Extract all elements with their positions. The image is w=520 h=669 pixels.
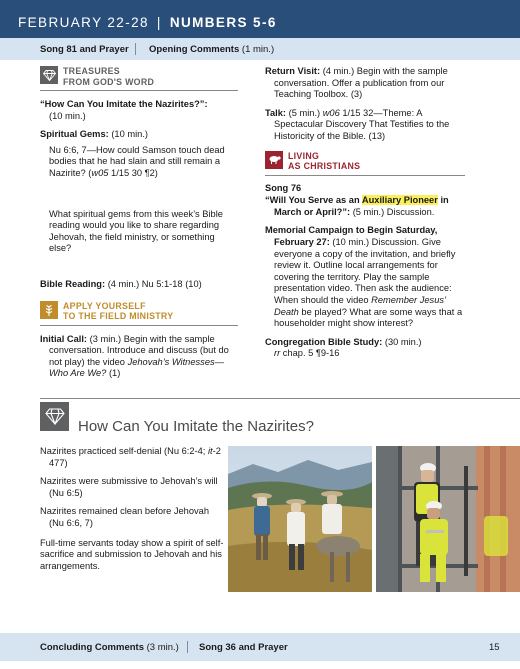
bible-book: NUMBERS 5-6 bbox=[169, 15, 277, 30]
congregation-bible-study: Congregation Bible Study: (30 min.) rr chap. 5 ¶9-16 bbox=[265, 336, 422, 359]
opening-bar bbox=[0, 38, 520, 60]
wheat-icon bbox=[40, 301, 58, 319]
ministry-heading-line1: APPLY YOURSELF bbox=[63, 300, 146, 311]
photo-construction-volunteers bbox=[376, 446, 520, 592]
divider bbox=[187, 641, 188, 653]
treasures-heading-line1: TREASURES bbox=[63, 66, 120, 76]
nazirite-points bbox=[40, 446, 225, 579]
living-heading bbox=[265, 151, 465, 176]
ministry-talk: Talk: (5 min.) w06 1/15 32—Theme: A Spectacular Discovery That Testifies to the Historicity of the Bible. (13) bbox=[265, 107, 450, 141]
divider bbox=[135, 43, 136, 55]
gem-icon bbox=[40, 402, 69, 431]
treasures-heading-line2: FROM GOD'S WORD bbox=[63, 76, 155, 87]
gems-question-1: Nu 6:6, 7—How could Samson touch dead bodies that he had slain and still remain a Nazirite? (w05 1/15 30 ¶2) bbox=[49, 144, 225, 178]
section-divider bbox=[40, 398, 520, 399]
photo-nazirites-travel bbox=[228, 446, 372, 592]
spiritual-gems: Spiritual Gems: (10 min.) bbox=[40, 129, 148, 140]
sheep-icon bbox=[265, 151, 283, 169]
right-column bbox=[265, 66, 465, 367]
gem-icon bbox=[40, 66, 58, 84]
week-title: FEBRUARY 22-28 | NUMBERS 5-6 bbox=[18, 15, 277, 30]
memorial-campaign: Memorial Campaign to Begin Saturday, February 27: (10 min.) Discussion. Give everyone a copy of the invitation, and briefly review it. Outline local arrangements for covering the territory. Play the sample presentation video. Then ask the audience: When should the video Remember Jesus’ Death be played? What are some ways that a householder might show interest? bbox=[265, 225, 463, 329]
living-heading-line1: LIVING bbox=[288, 150, 320, 161]
opening-song: Song 81 and Prayer bbox=[40, 44, 129, 55]
closing-bar bbox=[0, 633, 520, 661]
treasures-heading bbox=[40, 66, 238, 91]
concluding-comments: Concluding Comments (3 min.) bbox=[40, 642, 179, 653]
initial-call: Initial Call: (3 min.) Begin with the sample conversation. Introduce and discuss (but do not play) the video Jehovah’s Witnesses—Who Are We? (1) bbox=[40, 333, 229, 379]
auxiliary-pioneer-item: “Will You Serve as an Auxiliary Pioneer in March or April?”: (5 min.) Discussion. bbox=[265, 195, 449, 217]
closing-song: Song 36 and Prayer bbox=[199, 642, 288, 653]
page-number: 15 bbox=[489, 642, 500, 653]
point-clean: Nazirites remained clean before Jehovah (Nu 6:6, 7) bbox=[40, 506, 209, 528]
point-self-denial: Nazirites practiced self-denial (Nu 6:2-4; it-2 477) bbox=[40, 446, 221, 468]
ministry-heading bbox=[40, 301, 238, 326]
week-dates: FEBRUARY 22-28 bbox=[18, 15, 149, 30]
return-visit: Return Visit: (4 min.) Begin with the sample conversation. Offer a publication from our Teaching Toolbox. (3) bbox=[265, 66, 448, 100]
article-title: How Can You Imitate the Nazirites? bbox=[78, 418, 314, 435]
gems-question-2: What spiritual gems from this week’s Bible reading would you like to share regarding Jehovah, the field ministry, or something else? bbox=[49, 208, 223, 254]
treasures-talk: “How Can You Imitate the Nazirites?”: (10 min.) bbox=[40, 99, 208, 121]
opening-comments: Opening Comments (1 min.) bbox=[149, 44, 275, 55]
living-song: Song 76 bbox=[265, 182, 302, 193]
point-full-time-servants: Full-time servants today show a spirit of self-sacrifice and submission to Jehovah and his arrangements. bbox=[40, 537, 224, 571]
highlighted-phrase: Auxiliary Pioneer bbox=[361, 195, 438, 206]
living-heading-line2: AS CHRISTIANS bbox=[288, 161, 361, 172]
bible-reading: Bible Reading: (4 min.) Nu 5:1-18 (10) bbox=[40, 278, 202, 289]
ministry-heading-line2: TO THE FIELD MINISTRY bbox=[63, 311, 174, 322]
left-column bbox=[40, 66, 238, 387]
point-submissive: Nazirites were submissive to Jehovah’s will (Nu 6:5) bbox=[40, 476, 218, 498]
